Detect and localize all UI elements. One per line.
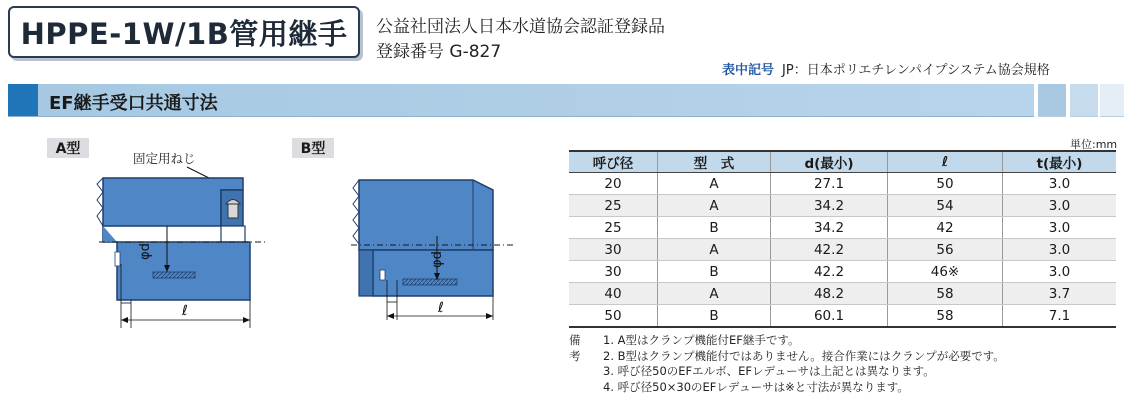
table-row bbox=[569, 173, 1116, 195]
table-cell: 3.0 bbox=[1003, 173, 1117, 195]
table-cell: 20 bbox=[569, 173, 658, 195]
section-marker bbox=[8, 84, 38, 116]
table-cell: 3.0 bbox=[1003, 239, 1117, 261]
header-decoration-block bbox=[1100, 84, 1124, 117]
table-cell: 34.2 bbox=[771, 195, 888, 217]
unit-label: 単位:mm bbox=[1070, 138, 1118, 151]
table-cell: 50 bbox=[569, 305, 658, 328]
legend-key: 表中記号 bbox=[722, 63, 775, 78]
table-row bbox=[569, 195, 1116, 217]
table-header-row bbox=[569, 151, 1116, 173]
table-cell: 25 bbox=[569, 195, 658, 217]
table-cell: 25 bbox=[569, 217, 658, 239]
table-cell: 58 bbox=[888, 305, 1003, 328]
table-cell: B bbox=[658, 217, 771, 239]
table-cell: 42.2 bbox=[771, 239, 888, 261]
table-cell: 42 bbox=[888, 217, 1003, 239]
notes-heading: 備考 bbox=[569, 333, 581, 363]
table-cell: A bbox=[658, 173, 771, 195]
table-cell: 42.2 bbox=[771, 261, 888, 283]
table-cell: A bbox=[658, 283, 771, 305]
table-row bbox=[569, 283, 1116, 305]
table-cell: 54 bbox=[888, 195, 1003, 217]
table-cell: 3.7 bbox=[1003, 283, 1117, 305]
section-header-bar bbox=[8, 84, 1034, 117]
table-cell: 7.1 bbox=[1003, 305, 1117, 328]
header-decoration-block bbox=[1038, 84, 1066, 117]
table-cell: 34.2 bbox=[771, 217, 888, 239]
column-header: 型 式 bbox=[658, 151, 771, 173]
certification-text: 公益社団法人日本水道協会認証登録品 bbox=[376, 17, 665, 37]
product-title: HPPE-1W/1B管用継手 bbox=[20, 16, 348, 51]
table-cell: 3.0 bbox=[1003, 195, 1117, 217]
fixing-screw-label: 固定用ねじ bbox=[133, 151, 196, 166]
table-cell: 3.0 bbox=[1003, 217, 1117, 239]
column-header: ℓ bbox=[888, 151, 1003, 173]
type-b-label: B型 bbox=[292, 138, 334, 158]
table-row bbox=[569, 239, 1116, 261]
symbol-legend bbox=[722, 59, 1050, 78]
dimension-table bbox=[569, 150, 1116, 328]
table-cell: 3.0 bbox=[1003, 261, 1117, 283]
length-label: ℓ bbox=[182, 303, 188, 319]
type-a-label: A型 bbox=[47, 138, 89, 158]
table-cell: 56 bbox=[888, 239, 1003, 261]
table-cell: B bbox=[658, 261, 771, 283]
diameter-label: φd bbox=[430, 251, 445, 268]
table-cell: 58 bbox=[888, 283, 1003, 305]
header-decoration-block bbox=[1070, 84, 1098, 117]
table-cell: B bbox=[658, 305, 771, 328]
note-item: 4. 呼び径50×30のEFレデューサは※と寸法が異なります。 bbox=[603, 379, 909, 394]
table-cell: A bbox=[658, 239, 771, 261]
length-label: ℓ bbox=[438, 300, 444, 316]
table-row bbox=[569, 217, 1116, 239]
type-b-drawing bbox=[345, 170, 520, 330]
product-title-box bbox=[8, 6, 360, 58]
table-cell: 46※ bbox=[888, 261, 1003, 283]
registration-number: 登録番号 G-827 bbox=[376, 42, 502, 62]
table-row bbox=[569, 305, 1116, 328]
column-header: d(最小) bbox=[771, 151, 888, 173]
diameter-label: φd bbox=[138, 243, 153, 260]
note-item: 3. 呼び径50のEFエルボ、EFレデューサは上記とは異なります。 bbox=[603, 364, 935, 378]
table-cell: 60.1 bbox=[771, 305, 888, 328]
note-item: 2. B型はクランプ機能付ではありません。接合作業にはクランプが必要です。 bbox=[603, 348, 1005, 363]
table-row bbox=[569, 261, 1116, 283]
table-cell: 48.2 bbox=[771, 283, 888, 305]
table-cell: 30 bbox=[569, 239, 658, 261]
column-header: t(最小) bbox=[1003, 151, 1117, 173]
table-cell: 40 bbox=[569, 283, 658, 305]
table-cell: A bbox=[658, 195, 771, 217]
type-a-drawing bbox=[95, 148, 270, 333]
column-header: 呼び径 bbox=[569, 151, 658, 173]
table-cell: 30 bbox=[569, 261, 658, 283]
section-title: EF継手受口共通寸法 bbox=[49, 93, 218, 114]
legend-value: JP：日本ポリエチレンパイプシステム協会規格 bbox=[782, 63, 1050, 78]
table-cell: 27.1 bbox=[771, 173, 888, 195]
table-cell: 50 bbox=[888, 173, 1003, 195]
note-item: 1. A型はクランプ機能付EF継手です。 bbox=[603, 333, 800, 347]
